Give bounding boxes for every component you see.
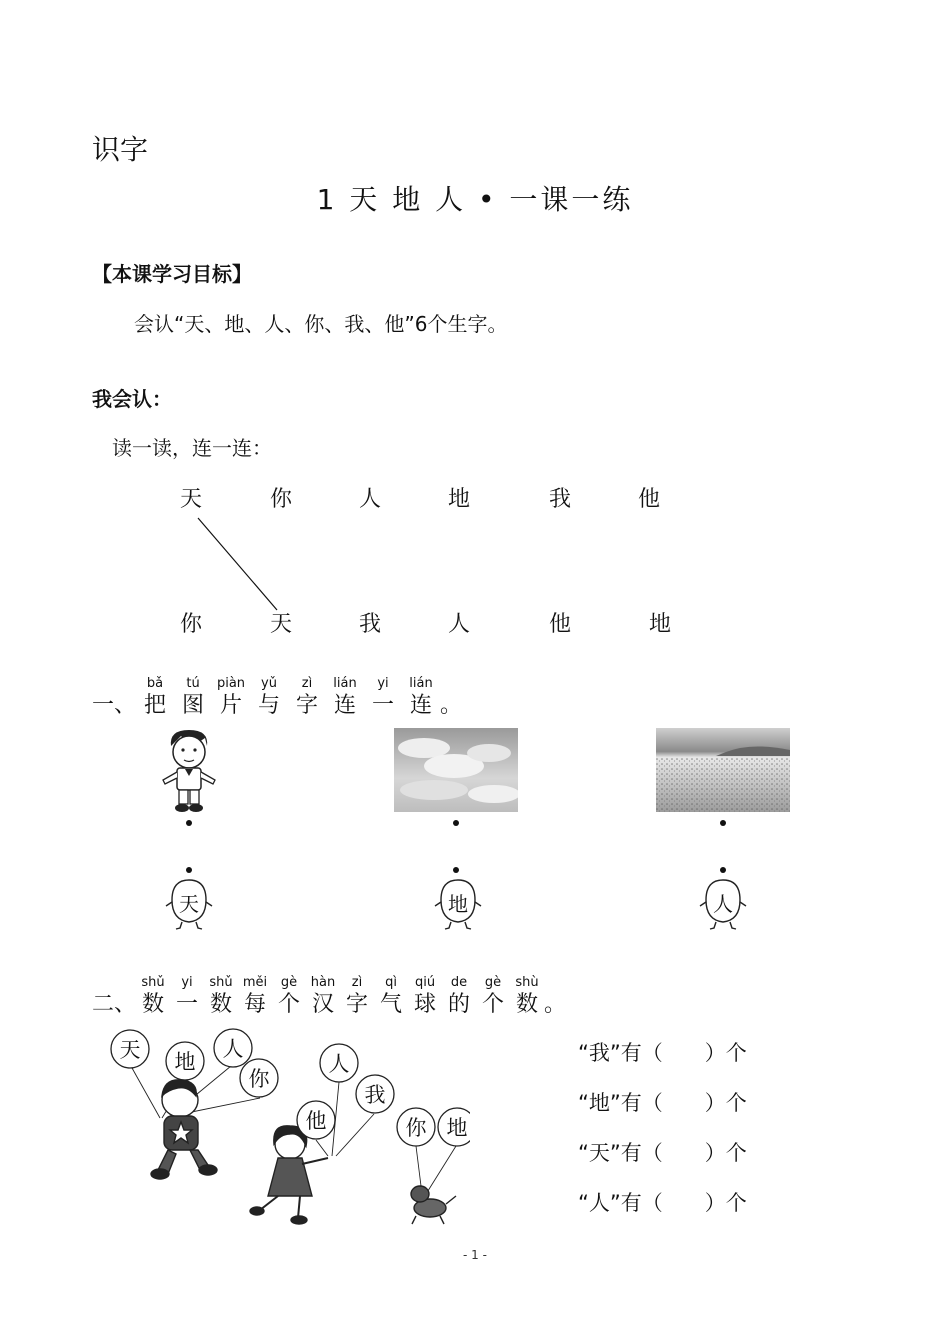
sky-picture[interactable] [394,728,518,812]
bottom-char[interactable]: 我 [358,612,381,637]
balloon-char: 你 [405,1116,427,1140]
top-char[interactable]: 人 [358,487,381,512]
answer-line[interactable]: “天”有（ ）个 [578,1141,747,1165]
connect-dot[interactable] [720,820,726,826]
top-char[interactable]: 天 [179,487,202,512]
balloon-char: 人 [222,1037,244,1061]
char-card[interactable] [164,876,214,932]
pinyin-char: yǔ 与 [258,676,281,718]
balloon-char: 地 [446,1116,468,1140]
answer-line[interactable]: “我”有（ ）个 [578,1041,747,1065]
pinyin-char: shǔ 数 [209,975,233,1017]
bottom-char[interactable]: 他 [548,612,571,637]
pinyin-char: lián 连 [333,676,357,718]
top-char[interactable]: 地 [447,487,470,512]
pinyin-char: gè 个 [482,975,505,1017]
ground-picture[interactable] [656,728,790,812]
pinyin-char: qì 气 [380,975,403,1017]
pinyin-char: piàn 片 [216,676,246,718]
connect-dot[interactable] [186,867,192,873]
bottom-char[interactable]: 天 [269,612,292,637]
card-char: 人 [713,892,733,916]
balloon-char: 人 [328,1052,350,1076]
answer-line[interactable]: “人”有（ ）个 [578,1191,747,1215]
boy-picture[interactable] [155,728,223,814]
pinyin-char: shù 数 [515,975,539,1017]
answer-line[interactable]: “地”有（ ）个 [578,1091,747,1115]
pinyin-char: bǎ 把 [144,676,167,718]
pinyin-char: lián 连 [409,676,433,718]
pinyin-char: hàn 汉 [310,975,336,1017]
balloon-char: 我 [364,1083,386,1107]
connect-dot[interactable] [186,820,192,826]
char-card[interactable] [433,876,483,932]
page-number: - 1 - [463,1248,487,1262]
char-card[interactable] [698,876,748,932]
q1-heading: 一、 bǎ 把 tú 图 piàn 片 yǔ 与 zì 字 lián 连 yi 一 lián 连 。 [92,676,463,718]
lesson-title: 1 天 地 人 • 一课一练 [316,183,634,216]
q2-heading: 二、 shǔ 数 yi 一 shǔ 数 měi 每 gè 个 hàn 汉 zì 字 qì 气 qiú 球 de 的 gè 个 shù 数 。 [92,975,567,1017]
pinyin-char: qiú 球 [414,975,437,1017]
q2-number: 二、 [92,992,137,1017]
top-char[interactable]: 你 [269,487,292,512]
top-char[interactable]: 他 [637,487,660,512]
bottom-char[interactable]: 你 [179,612,202,637]
bottom-char[interactable]: 地 [648,612,671,637]
pinyin-char: měi 每 [242,975,268,1017]
top-char[interactable]: 我 [548,487,571,512]
recognize-heading: 我会认： [92,387,172,411]
connect-dot[interactable] [720,867,726,873]
pinyin-char: zì 字 [296,676,319,718]
balloon-char: 你 [248,1067,270,1091]
balloon-char: 天 [119,1038,141,1062]
pinyin-char: gè 个 [278,975,301,1017]
balloon-illustration [100,1028,470,1233]
pinyin-char: zì 字 [346,975,369,1017]
goal-text: 会认“天、地、人、你、我、他”6个生字。 [134,312,508,336]
connect-dot[interactable] [453,867,459,873]
balloon-char: 他 [305,1109,327,1133]
q1-number: 一、 [92,693,137,718]
bottom-char[interactable]: 人 [447,612,470,637]
pinyin-char: tú 图 [182,676,205,718]
card-char: 地 [448,892,468,916]
pinyin-char: shǔ 数 [141,975,165,1017]
balloon-char: 地 [174,1050,196,1074]
card-char: 天 [179,892,199,916]
goal-heading: 【本课学习目标】 [92,262,252,286]
recognize-instruction: 读一读，连一连： [112,436,272,460]
pinyin-char: yi 一 [176,975,199,1017]
unit-title: 识字 [92,133,149,166]
connect-dot[interactable] [453,820,459,826]
pinyin-char: yi 一 [372,676,395,718]
pinyin-char: de 的 [448,975,471,1017]
